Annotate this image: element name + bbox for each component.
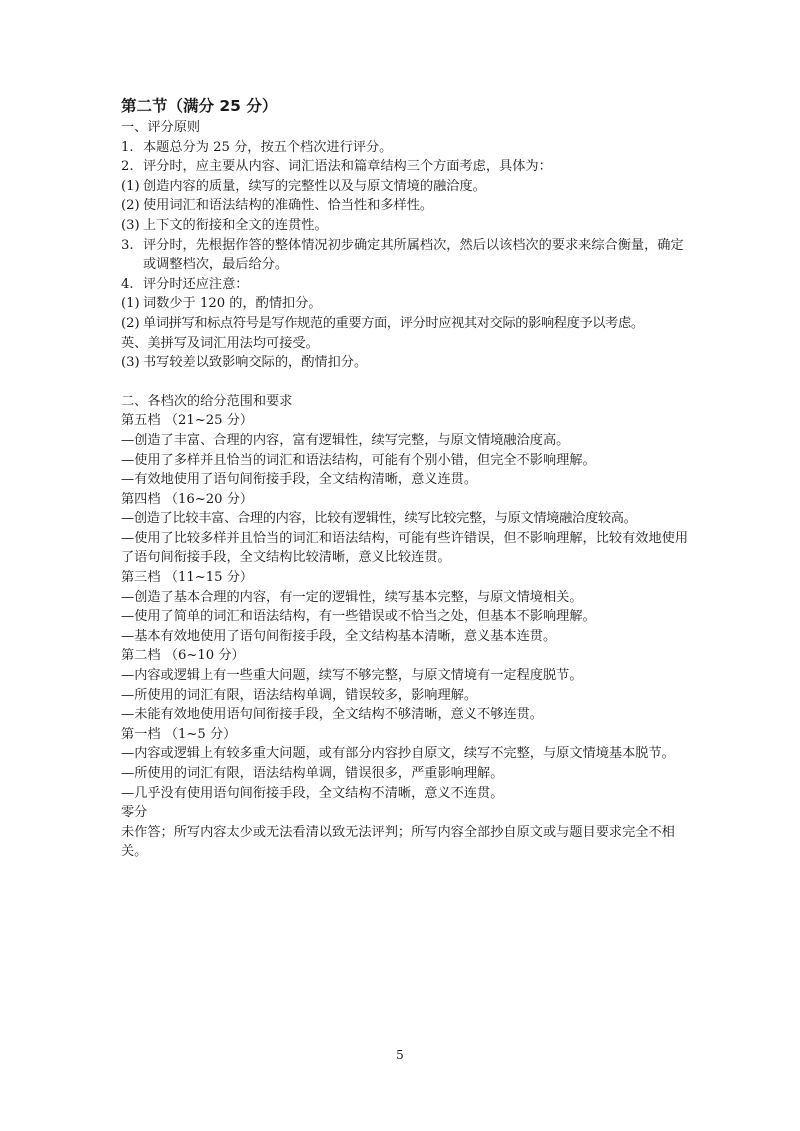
- spacer: [121, 373, 691, 392]
- zero-score-label: 零分: [121, 805, 148, 821]
- principles-heading: 一、评分原则: [121, 120, 201, 135]
- principle-1: [121, 138, 691, 158]
- principle-4-sub-2: [121, 314, 691, 334]
- level-3-line-2: —使用了简单的词汇和语法结构，有一些错误或不恰当之处，但基本不影响理解。: [121, 609, 596, 625]
- level-4-line-2: —使用了比较多样并且恰当的词汇和语法结构，可能有些许错误，但不影响理解，比较有效地使用了语句间衔接手段，全文结构比较清晰，意义比较连贯。: [121, 530, 689, 566]
- item-number: 3.: [121, 237, 134, 253]
- item-number: 4.: [121, 276, 134, 292]
- level-2-line-1: —内容或逻辑上有一些重大问题，续写不够完整，与原文情境有一定程度脱节。: [121, 668, 583, 684]
- level-3-line-1: —创造了基本合理的内容，有一定的逻辑性，续写基本完整，与原文情境相关。: [121, 589, 583, 605]
- item-text: 评分时，应主要从内容、词汇语法和篇章结构三个方面考虑，具体为：: [143, 159, 552, 175]
- principle-4-sub-1: [121, 294, 691, 314]
- principle-4-sub-3: [121, 353, 691, 373]
- levels-heading: 二、各档次的给分范围和要求: [121, 393, 293, 409]
- level-5-label: 第五档 （21~25 分）: [121, 413, 254, 429]
- item-text: 评分时还应注意：: [143, 276, 249, 292]
- item-text: 本题总分为 25 分，按五个档次进行评分。: [143, 139, 393, 155]
- level-5-line-2: —使用了多样并且恰当的词汇和语法结构，可能有个别小错，但完全不影响理解。: [121, 452, 596, 468]
- document-body: [121, 95, 691, 862]
- level-1-line-3: —几乎没有使用语句间衔接手段，全文结构不清晰，意义不连贯。: [121, 785, 504, 801]
- item-text: 词数少于 120 的，酌情扣分。: [143, 296, 322, 312]
- level-2-line-2: —所使用的词汇有限，语法结构单调，错误较多，影响理解。: [121, 687, 478, 703]
- item-number: (3): [121, 217, 140, 233]
- item-number: (1): [121, 296, 140, 312]
- zero-score-text: 未作答；所写内容太少或无法看清以致无法评判；所写内容全部抄自原文或与题目要求完全不相关。: [121, 824, 675, 860]
- item-text: 评分时，先根据作答的整体情况初步确定其所属档次，然后以该档次的要求来综合衡量，确定或调整档次，最后给分。: [143, 237, 684, 273]
- level-1-label: 第一档 （1~5 分）: [121, 726, 237, 742]
- level-1-line-2: —所使用的词汇有限，语法结构单调，错误很多，严重影响理解。: [121, 766, 504, 781]
- level-4-line-1: —创造了比较丰富、合理的内容，比较有逻辑性，续写比较完整，与原文情境融洽度较高。: [121, 511, 637, 527]
- item-text: 书写较差以致影响交际的，酌情扣分。: [143, 355, 368, 371]
- level-2-line-3: —未能有效地使用语句间衔接手段，全文结构不够清晰，意义不够连贯。: [121, 707, 543, 723]
- item-number: (2): [121, 315, 140, 331]
- level-5-line-3: —有效地使用了语句间衔接手段，全文结构清晰，意义连贯。: [121, 472, 478, 488]
- level-1-line-1: —内容或逻辑上有较多重大问题，或有部分内容抄自原文，续写不完整，与原文情境基本脱节。: [121, 746, 675, 762]
- level-3-label: 第三档 （11~15 分）: [121, 570, 254, 586]
- item-number: (3): [121, 355, 140, 371]
- level-3-line-3: —基本有效地使用了语句间衔接手段，全文结构基本清晰，意义基本连贯。: [121, 628, 557, 644]
- item-text: 单词拼写和标点符号是写作规范的重要方面，评分时应视其对交际的影响程度予以考虑。: [143, 315, 644, 331]
- item-number: (2): [121, 198, 140, 214]
- item-text: 上下文的衔接和全文的连贯性。: [143, 217, 328, 233]
- principle-2: [121, 157, 691, 177]
- principle-2-sub-2: [121, 196, 691, 216]
- item-number: (1): [121, 178, 140, 194]
- principle-4: [121, 275, 691, 295]
- item-text: 使用词汇和语法结构的准确性、恰当性和多样性。: [143, 198, 434, 214]
- level-5-line-1: —创造了丰富、合理的内容，富有逻辑性，续写完整，与原文情境融洽度高。: [121, 432, 570, 448]
- principle-3: [121, 236, 691, 275]
- level-2-label: 第二档 （6~10 分）: [121, 648, 245, 664]
- item-number: 2.: [121, 159, 134, 175]
- principle-2-sub-1: [121, 177, 691, 197]
- level-4-label: 第四档 （16~20 分）: [121, 491, 254, 507]
- page-number: 5: [396, 1048, 404, 1062]
- principle-2-sub-3: [121, 216, 691, 236]
- section-title: 第二节（满分 25 分）: [121, 97, 278, 115]
- principle-4-sub-2-continued: 英、美拼写及词汇用法均可接受。: [121, 335, 319, 351]
- item-number: 1.: [121, 139, 134, 155]
- item-text: 创造内容的质量，续写的完整性以及与原文情境的融洽度。: [143, 178, 486, 194]
